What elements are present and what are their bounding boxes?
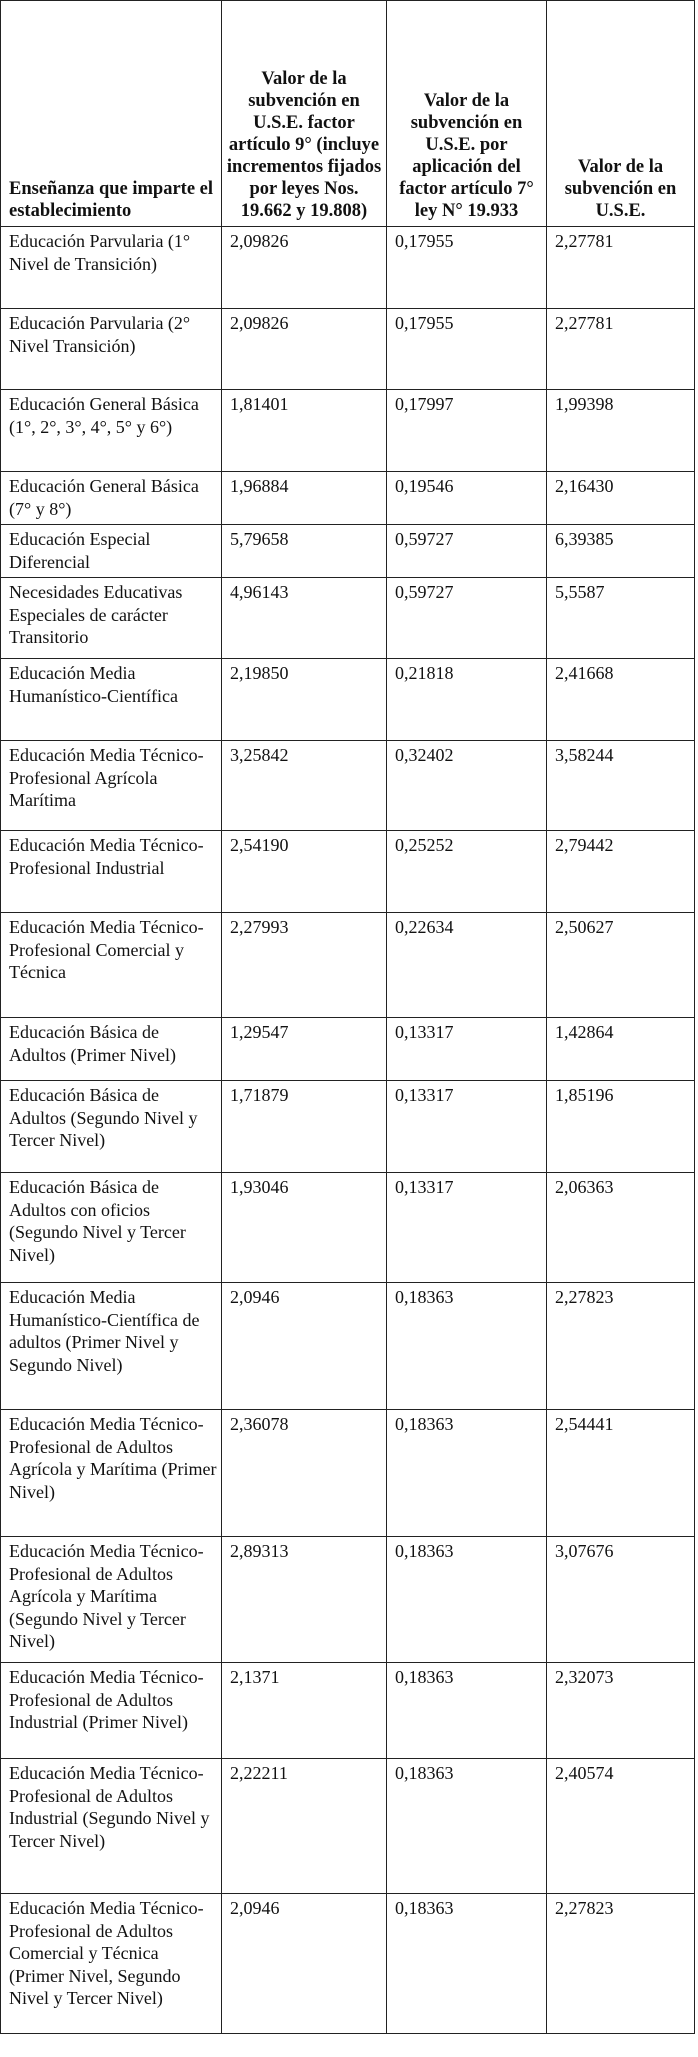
- cell-total: 2,50627: [547, 913, 695, 1018]
- cell-art9: 2,0946: [222, 1894, 387, 2034]
- cell-level: Educación Parvularia (1° Nivel de Transición): [1, 227, 222, 309]
- header-total: Valor de la subvención en U.S.E.: [547, 1, 695, 227]
- table-row: [1, 1283, 695, 1410]
- cell-art9: 2,09826: [222, 227, 387, 309]
- cell-total: 2,40574: [547, 1759, 695, 1894]
- cell-art7: 0,59727: [387, 525, 547, 578]
- cell-art7: 0,18363: [387, 1283, 547, 1410]
- table-row: [1, 1081, 695, 1173]
- table-header-row: [1, 1, 695, 227]
- cell-art7: 0,13317: [387, 1173, 547, 1283]
- cell-total: 2,32073: [547, 1663, 695, 1759]
- cell-art7: 0,32402: [387, 741, 547, 831]
- cell-total: 2,27823: [547, 1894, 695, 2034]
- table-row: [1, 913, 695, 1018]
- cell-art7: 0,13317: [387, 1018, 547, 1081]
- table-row: [1, 525, 695, 578]
- cell-art7: 0,19546: [387, 472, 547, 525]
- cell-art9: 3,25842: [222, 741, 387, 831]
- cell-total: 6,39385: [547, 525, 695, 578]
- cell-total: 2,27781: [547, 227, 695, 309]
- cell-level: Educación General Básica (1°, 2°, 3°, 4°, 5° y 6°): [1, 390, 222, 472]
- table-row: [1, 472, 695, 525]
- cell-art7: 0,13317: [387, 1081, 547, 1173]
- table-body: [1, 227, 695, 2034]
- table-row: [1, 227, 695, 309]
- cell-art7: 0,18363: [387, 1894, 547, 2034]
- cell-total: 2,06363: [547, 1173, 695, 1283]
- table-row: [1, 309, 695, 390]
- table-row: [1, 1173, 695, 1283]
- cell-art9: 2,27993: [222, 913, 387, 1018]
- cell-level: Educación Especial Diferencial: [1, 525, 222, 578]
- header-factor-art9: Valor de la subvención en U.S.E. factor artículo 9° (incluye incrementos fijados por leyes Nos. 19.662 y 19.808): [222, 1, 387, 227]
- cell-total: 2,16430: [547, 472, 695, 525]
- cell-art9: 2,54190: [222, 831, 387, 913]
- cell-art9: 2,1371: [222, 1663, 387, 1759]
- cell-art9: 1,81401: [222, 390, 387, 472]
- cell-level: Educación Media Técnico-Profesional Agrícola Marítima: [1, 741, 222, 831]
- cell-total: 3,58244: [547, 741, 695, 831]
- table-row: [1, 659, 695, 741]
- cell-total: 3,07676: [547, 1537, 695, 1663]
- cell-art7: 0,18363: [387, 1759, 547, 1894]
- cell-level: Educación Media Técnico-Profesional de Adultos Agrícola y Marítima (Primer Nivel): [1, 1410, 222, 1537]
- cell-art9: 1,29547: [222, 1018, 387, 1081]
- cell-art9: 1,93046: [222, 1173, 387, 1283]
- cell-total: 2,54441: [547, 1410, 695, 1537]
- cell-level: Educación Parvularia (2° Nivel Transición): [1, 309, 222, 390]
- cell-art7: 0,18363: [387, 1663, 547, 1759]
- table-row: [1, 578, 695, 659]
- cell-level: Educación General Básica (7° y 8°): [1, 472, 222, 525]
- cell-total: 1,42864: [547, 1018, 695, 1081]
- cell-level: Necesidades Educativas Especiales de carácter Transitorio: [1, 578, 222, 659]
- cell-art7: 0,17997: [387, 390, 547, 472]
- table-row: [1, 831, 695, 913]
- table-row: [1, 390, 695, 472]
- cell-level: Educación Media Técnico-Profesional de Adultos Comercial y Técnica (Primer Nivel, Segundo Nivel y Tercer Nivel): [1, 1894, 222, 2034]
- table-row: [1, 1018, 695, 1081]
- cell-total: 1,99398: [547, 390, 695, 472]
- cell-level: Educación Media Técnico-Profesional de Adultos Industrial (Primer Nivel): [1, 1663, 222, 1759]
- table-row: [1, 1759, 695, 1894]
- cell-total: 5,5587: [547, 578, 695, 659]
- cell-art7: 0,21818: [387, 659, 547, 741]
- cell-art7: 0,18363: [387, 1410, 547, 1537]
- cell-art9: 2,22211: [222, 1759, 387, 1894]
- cell-art9: 2,36078: [222, 1410, 387, 1537]
- cell-level: Educación Media Técnico-Profesional Comercial y Técnica: [1, 913, 222, 1018]
- header-factor-art7: Valor de la subvención en U.S.E. por aplicación del factor artículo 7° ley N° 19.933: [387, 1, 547, 227]
- cell-level: Educación Básica de Adultos (Segundo Nivel y Tercer Nivel): [1, 1081, 222, 1173]
- table-row: [1, 741, 695, 831]
- cell-art7: 0,25252: [387, 831, 547, 913]
- cell-art9: 5,79658: [222, 525, 387, 578]
- cell-art7: 0,22634: [387, 913, 547, 1018]
- cell-level: Educación Media Técnico-Profesional de Adultos Industrial (Segundo Nivel y Tercer Nivel): [1, 1759, 222, 1894]
- cell-art9: 1,96884: [222, 472, 387, 525]
- cell-art9: 2,19850: [222, 659, 387, 741]
- cell-level: Educación Media Técnico-Profesional de Adultos Agrícola y Marítima (Segundo Nivel y Tercer Nivel): [1, 1537, 222, 1663]
- table-row: [1, 1894, 695, 2034]
- cell-art9: 2,0946: [222, 1283, 387, 1410]
- cell-level: Educación Media Humanístico-Científica: [1, 659, 222, 741]
- cell-total: 2,27823: [547, 1283, 695, 1410]
- cell-total: 1,85196: [547, 1081, 695, 1173]
- cell-total: 2,27781: [547, 309, 695, 390]
- table-row: [1, 1663, 695, 1759]
- table-row: [1, 1537, 695, 1663]
- cell-art7: 0,17955: [387, 227, 547, 309]
- table-row: [1, 1410, 695, 1537]
- cell-art7: 0,59727: [387, 578, 547, 659]
- cell-art7: 0,18363: [387, 1537, 547, 1663]
- cell-art9: 4,96143: [222, 578, 387, 659]
- header-level: Enseñanza que imparte el establecimiento: [1, 1, 222, 227]
- cell-total: 2,79442: [547, 831, 695, 913]
- cell-level: Educación Media Humanístico-Científica de adultos (Primer Nivel y Segundo Nivel): [1, 1283, 222, 1410]
- cell-level: Educación Básica de Adultos (Primer Nivel): [1, 1018, 222, 1081]
- cell-art7: 0,17955: [387, 309, 547, 390]
- cell-art9: 2,89313: [222, 1537, 387, 1663]
- cell-level: Educación Media Técnico-Profesional Industrial: [1, 831, 222, 913]
- cell-level: Educación Básica de Adultos con oficios (Segundo Nivel y Tercer Nivel): [1, 1173, 222, 1283]
- cell-art9: 2,09826: [222, 309, 387, 390]
- cell-total: 2,41668: [547, 659, 695, 741]
- cell-art9: 1,71879: [222, 1081, 387, 1173]
